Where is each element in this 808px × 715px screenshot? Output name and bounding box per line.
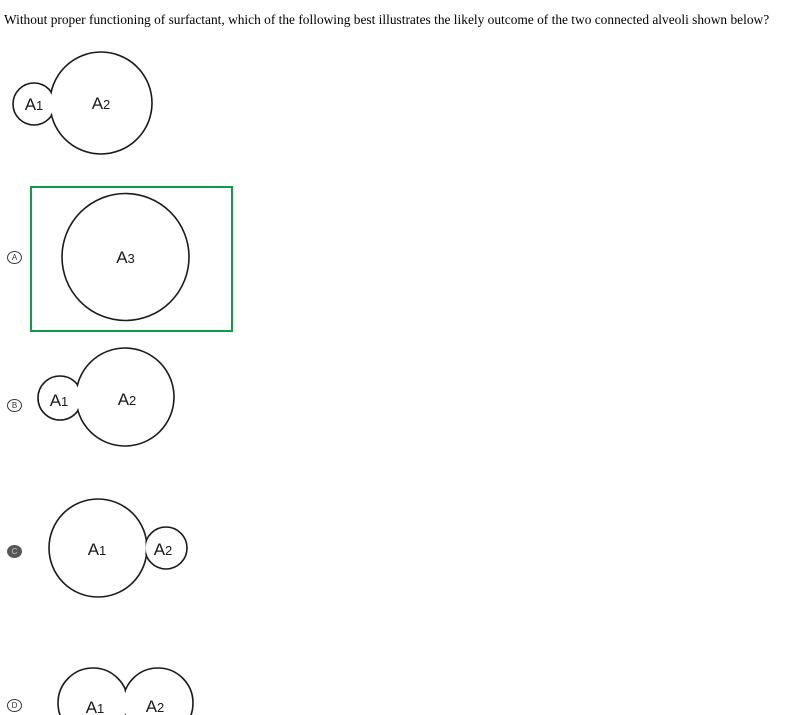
question-text: Without proper functioning of surfactant, which of the following best illustrates the likely outcome of the two connected alveoli shown below? bbox=[4, 12, 770, 27]
option-c-label-a2: A2 bbox=[153, 540, 173, 559]
option-d-marker[interactable]: D bbox=[7, 699, 22, 712]
option-d-label-a2: A2 bbox=[145, 697, 165, 715]
option-a-diagram[interactable] bbox=[32, 188, 231, 330]
option-b-label-a1: A1 bbox=[49, 391, 69, 410]
option-c-diagram[interactable] bbox=[35, 490, 205, 605]
option-a-label-a3: A3 bbox=[116, 248, 135, 267]
option-c-label-a1: A1 bbox=[87, 540, 107, 559]
option-d-label-a1: A1 bbox=[85, 698, 105, 715]
option-c-marker[interactable]: C bbox=[7, 545, 22, 558]
option-b-diagram[interactable] bbox=[20, 340, 190, 452]
stimulus-label-a2: A2 bbox=[91, 94, 111, 113]
stimulus-diagram bbox=[0, 40, 170, 160]
option-a-marker[interactable]: A bbox=[7, 251, 22, 264]
option-d-diagram[interactable] bbox=[50, 660, 210, 715]
option-b-label-a2: A2 bbox=[117, 390, 137, 409]
option-b-marker[interactable]: B bbox=[7, 399, 22, 412]
stimulus-label-a1: A1 bbox=[24, 95, 44, 114]
correct-answer-highlight-box bbox=[30, 186, 233, 332]
